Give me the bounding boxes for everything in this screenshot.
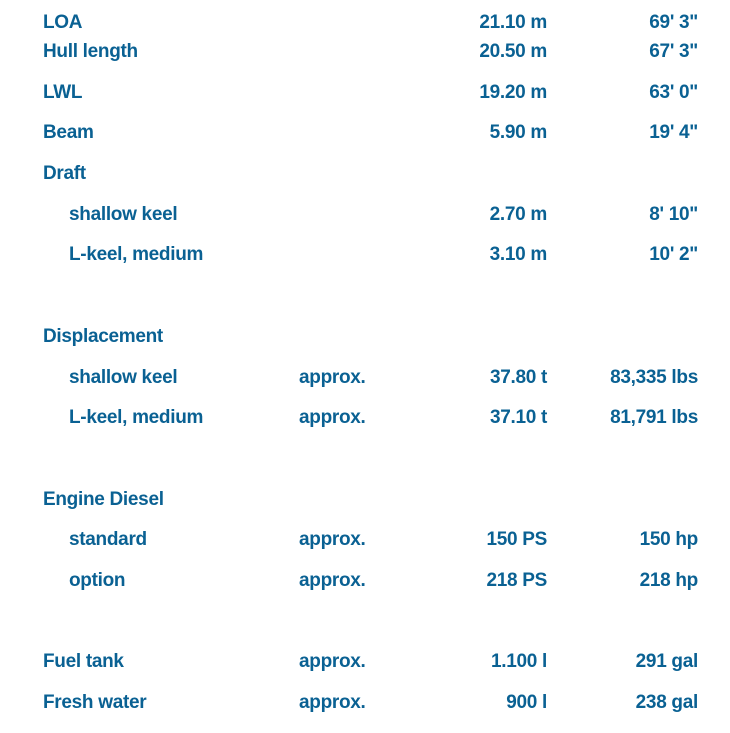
- spec-row: [0, 37, 730, 67]
- spec-row: [0, 403, 730, 433]
- spec-imperial-value: 19' 4": [649, 122, 698, 143]
- spec-row: [0, 78, 730, 108]
- spec-row: [0, 485, 730, 515]
- spec-metric-value: 5.90 m: [489, 122, 547, 143]
- spec-imperial-value: 8' 10": [649, 204, 698, 225]
- spec-label: Fresh water: [43, 692, 147, 713]
- spec-metric-value: 37.80 t: [489, 367, 547, 388]
- spec-label: option: [69, 570, 126, 591]
- spec-row: [0, 647, 730, 677]
- spec-metric-value: 218 PS: [486, 570, 547, 591]
- spec-row: [0, 8, 730, 38]
- spec-note: approx.: [299, 529, 366, 550]
- spec-label: LOA: [43, 12, 83, 33]
- spec-note: approx.: [299, 367, 366, 388]
- spec-row: [0, 240, 730, 270]
- spec-imperial-value: 67' 3": [649, 41, 698, 62]
- spec-label: Beam: [43, 122, 94, 143]
- spec-imperial-value: 150 hp: [639, 529, 698, 550]
- spec-label: Hull length: [43, 41, 138, 62]
- spec-metric-value: 150 PS: [486, 529, 547, 550]
- spec-row: [0, 200, 730, 230]
- spec-row: [0, 566, 730, 596]
- spec-metric-value: 2.70 m: [489, 204, 547, 225]
- spec-label: standard: [69, 529, 147, 550]
- spec-note: approx.: [299, 692, 366, 713]
- spec-imperial-value: 81,791 lbs: [610, 407, 698, 428]
- spec-label: Fuel tank: [43, 651, 124, 672]
- spec-label: shallow keel: [69, 204, 178, 225]
- spec-note: approx.: [299, 570, 366, 591]
- spec-note: approx.: [299, 651, 366, 672]
- spec-imperial-value: 218 hp: [639, 570, 698, 591]
- spec-label: LWL: [43, 82, 83, 103]
- spec-imperial-value: 238 gal: [635, 692, 698, 713]
- spec-metric-value: 3.10 m: [489, 244, 547, 265]
- spec-label: Draft: [43, 163, 86, 184]
- spec-metric-value: 37.10 t: [489, 407, 547, 428]
- spec-label: L-keel, medium: [69, 244, 204, 265]
- spec-label: shallow keel: [69, 367, 178, 388]
- spec-imperial-value: 69' 3": [649, 12, 698, 33]
- spec-metric-value: 20.50 m: [479, 41, 547, 62]
- spec-row: [0, 118, 730, 148]
- spec-imperial-value: 10' 2": [649, 244, 698, 265]
- spec-metric-value: 900 l: [506, 692, 547, 713]
- spec-label: L-keel, medium: [69, 407, 204, 428]
- spec-imperial-value: 291 gal: [635, 651, 698, 672]
- spec-label: Engine Diesel: [43, 489, 164, 510]
- spec-metric-value: 19.20 m: [479, 82, 547, 103]
- spec-row: [0, 159, 730, 189]
- spec-metric-value: 21.10 m: [479, 12, 547, 33]
- spec-label: Displacement: [43, 326, 163, 347]
- spec-note: approx.: [299, 407, 366, 428]
- spec-row: [0, 322, 730, 352]
- spec-metric-value: 1.100 l: [490, 651, 547, 672]
- spec-imperial-value: 83,335 lbs: [610, 367, 698, 388]
- spec-row: [0, 688, 730, 718]
- spec-row: [0, 525, 730, 555]
- spec-imperial-value: 63' 0": [649, 82, 698, 103]
- spec-row: [0, 363, 730, 393]
